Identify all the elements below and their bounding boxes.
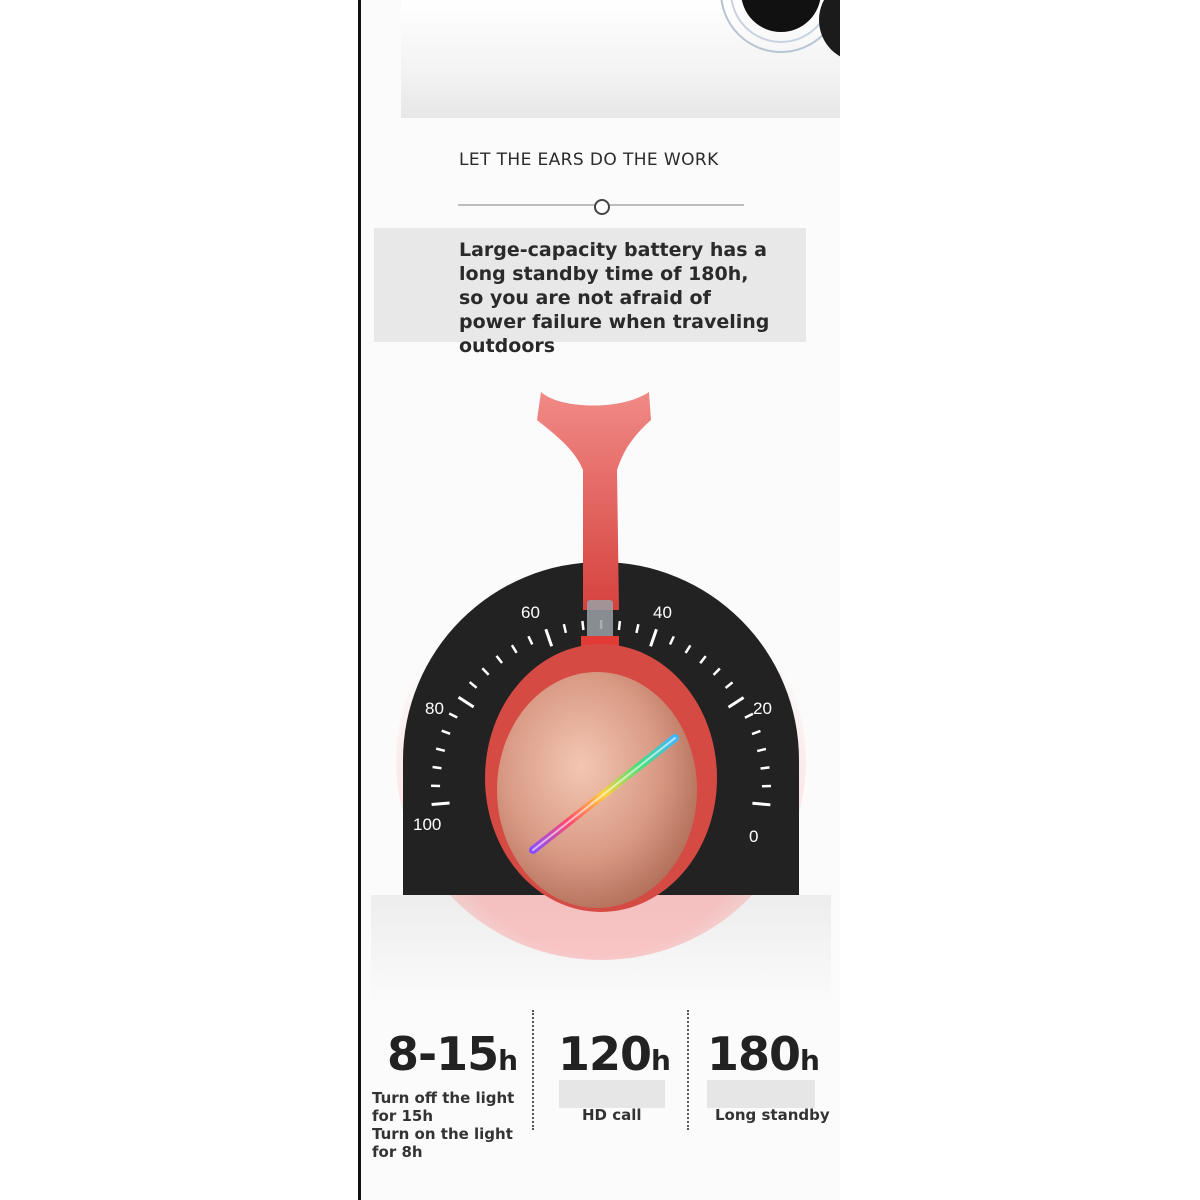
- dial-tick: [752, 803, 770, 805]
- dial-label-60: 60: [521, 603, 540, 622]
- dial-label-40: 40: [653, 603, 672, 622]
- stat-call-time: [558, 1026, 670, 1089]
- headphone-ear-cup: [485, 644, 717, 912]
- speaker-ring-graphic: [721, 0, 840, 62]
- stat-standby-time: [707, 1026, 819, 1089]
- dial-tick: [761, 767, 770, 768]
- stat-label-call: HD call: [582, 1106, 642, 1124]
- stat-unit: h: [651, 1044, 670, 1077]
- dial-tick: [433, 767, 442, 768]
- stat-unit: h: [800, 1044, 819, 1077]
- stat-divider: [687, 1010, 689, 1130]
- dial-label-20: 20: [753, 699, 772, 718]
- stat-unit: h: [498, 1044, 518, 1077]
- stat-value: 8-15: [387, 1027, 499, 1081]
- dial-tick: [582, 621, 583, 630]
- section-heading: LET THE EARS DO THE WORK: [459, 150, 719, 170]
- stat-divider: [532, 1010, 534, 1130]
- stat-value: 120: [558, 1027, 652, 1081]
- dial-label-100: 100: [413, 815, 442, 834]
- product-poster: [361, 0, 840, 1200]
- stat-label-light-off: Turn off the light for 15h: [372, 1089, 515, 1125]
- stat-label-light-on: Turn on the light for 8h: [372, 1125, 513, 1161]
- dial-tick: [619, 621, 620, 630]
- stat-value: 180: [707, 1027, 801, 1081]
- poster-graphics: [361, 0, 840, 1200]
- dial-label-80: 80: [425, 699, 444, 718]
- dial-tick: [432, 803, 450, 805]
- stat-light-playtime: [387, 1026, 517, 1089]
- battery-description: Large-capacity battery has a long standby time of 180h, so you are not afraid of power failure when traveling outdoors: [459, 239, 770, 357]
- stat-label-standby: Long standby: [715, 1106, 830, 1124]
- decorative-slider-knob: [594, 199, 610, 215]
- dial-label-0: 0: [749, 827, 759, 846]
